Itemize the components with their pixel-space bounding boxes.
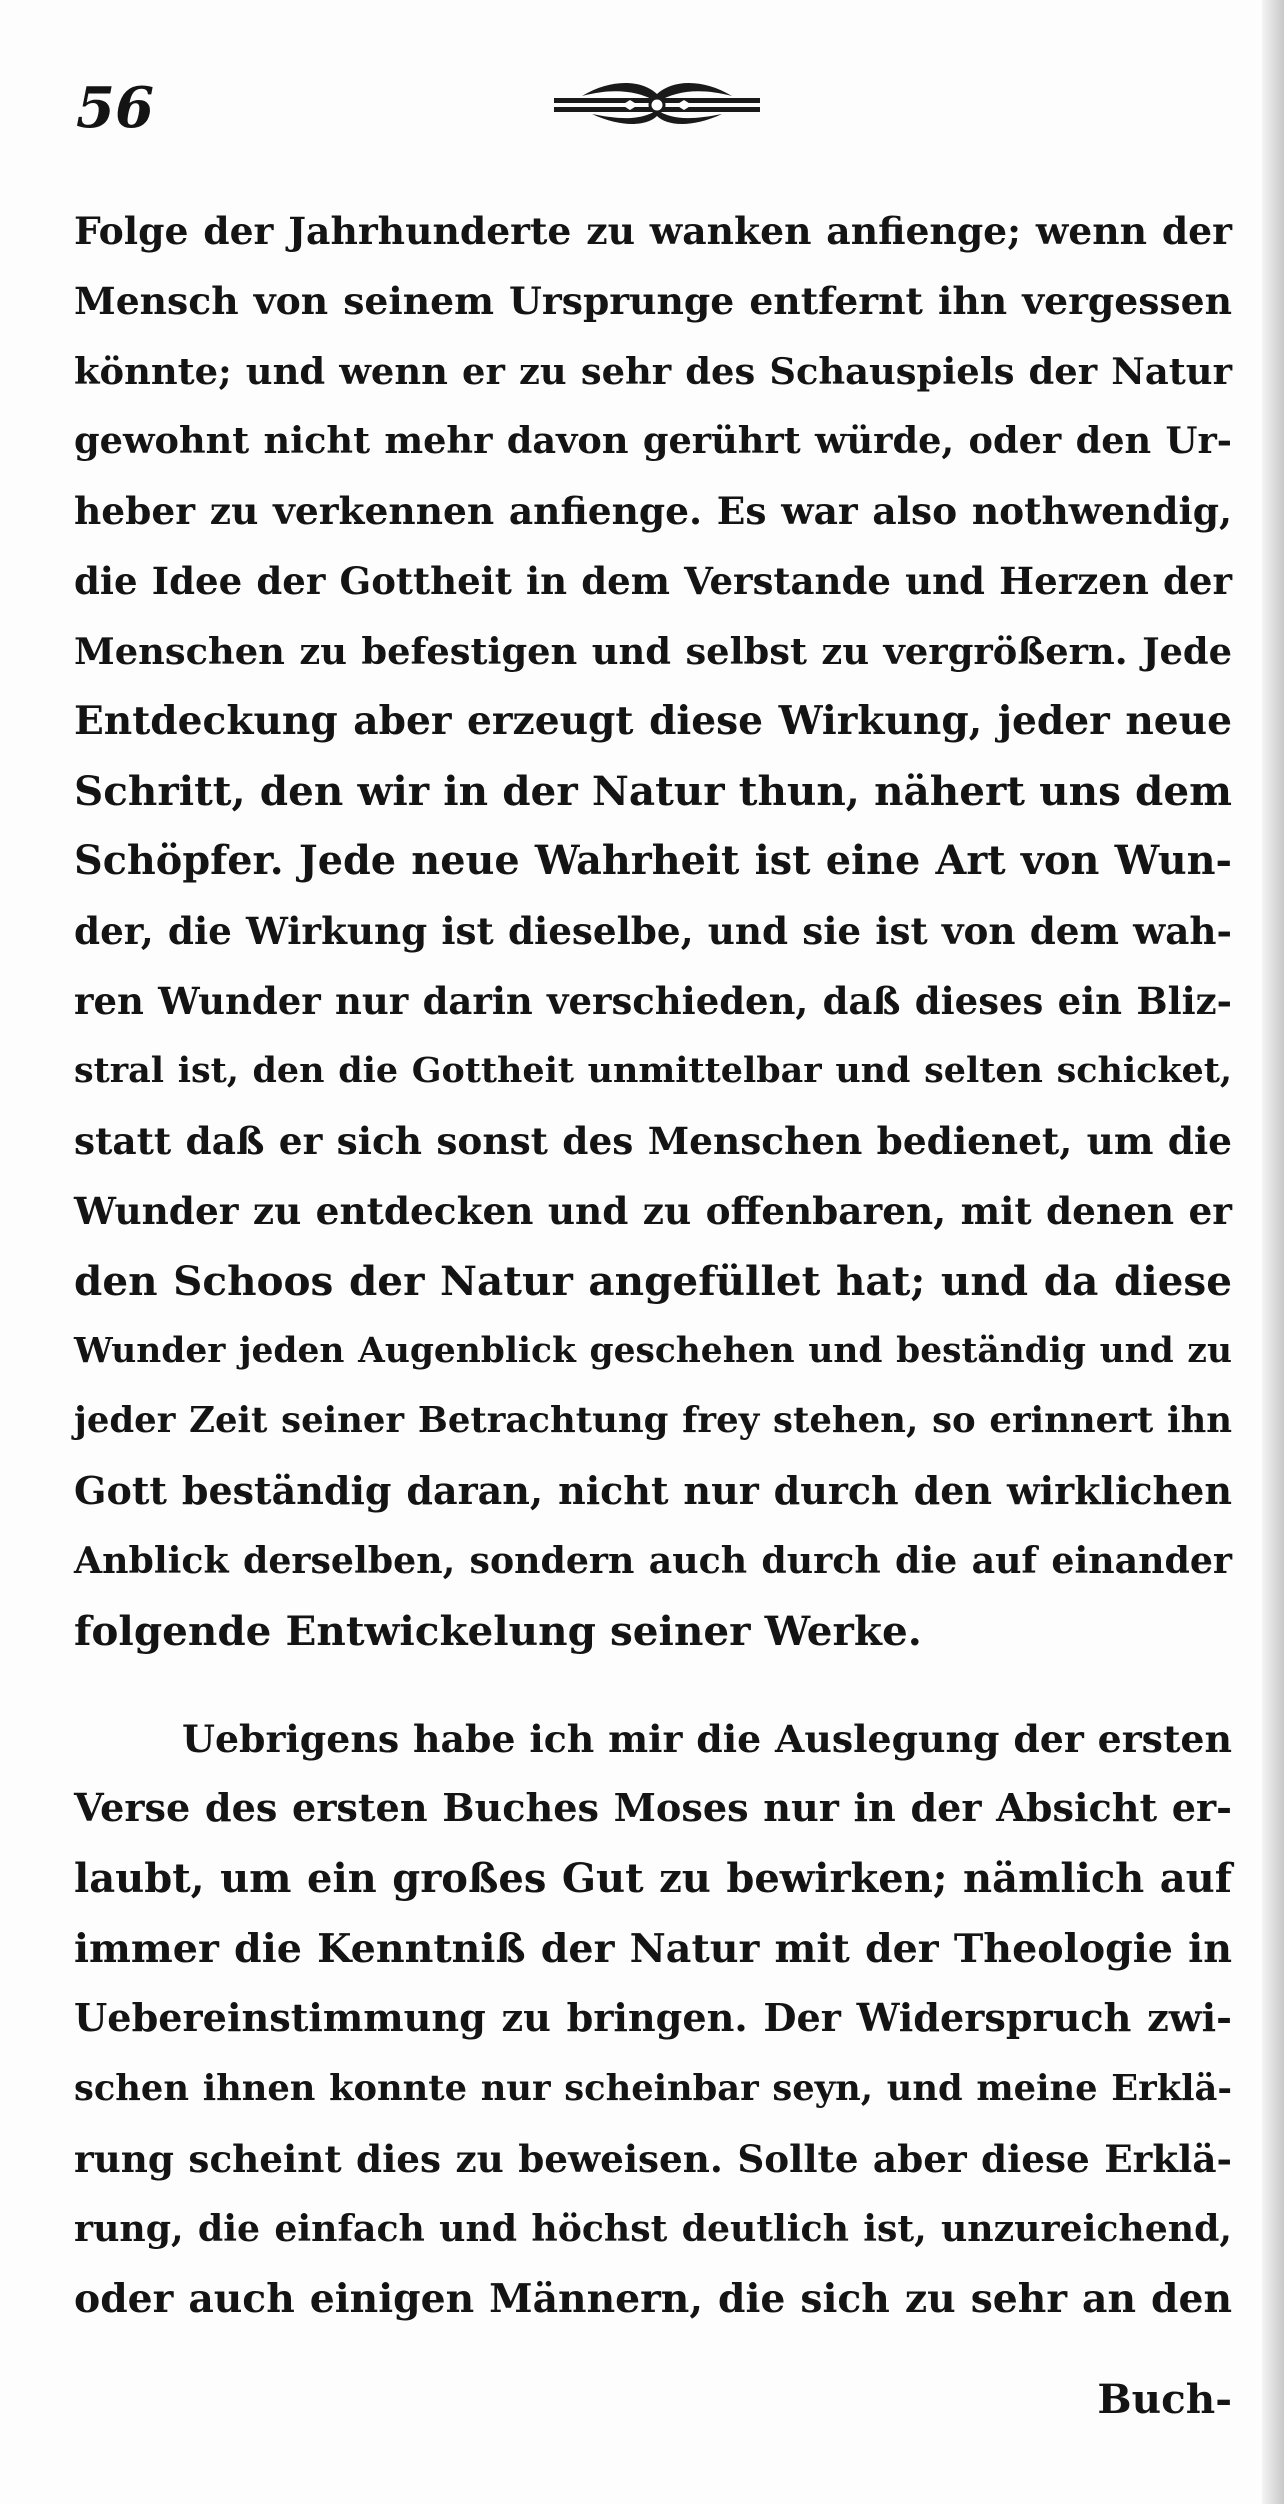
- printer-ornament-icon: [552, 76, 762, 134]
- text-line: stral ist, den die Gottheit unmittelbar und selten schicket,: [74, 1050, 1232, 1091]
- text-line: die Idee der Gottheit in dem Verstande und Herzen der: [74, 559, 1232, 603]
- text-line: laubt, um ein großes Gut zu bewirken; nämlich auf: [74, 1855, 1232, 1902]
- text-line: den Schoos der Natur angefüllet hat; und da diese: [74, 1257, 1232, 1305]
- text-line: Mensch von seinem Ursprunge entfernt ihn vergessen: [74, 279, 1232, 323]
- text-line: oder auch einigen Männern, die sich zu sehr an den: [74, 2276, 1232, 2322]
- text-line: rung, die einfach und höchst deutlich ist, unzureichend,: [74, 2207, 1232, 2250]
- text-line: heber zu verkennen anfienge. Es war also nothwendig,: [74, 489, 1232, 533]
- text-line: Wunder jeden Augenblick geschehen und beständig und zu: [74, 1331, 1232, 1371]
- paragraph-2: [74, 1704, 1232, 2334]
- page-edge-shadow: [1262, 0, 1284, 2504]
- text-line: Schritt, den wir in der Natur thun, nähert uns dem: [74, 767, 1232, 815]
- text-line: Anblick derselben, sondern auch durch die auf einander: [74, 1539, 1232, 1582]
- text-line: der, die Wirkung ist dieselbe, und sie ist von dem wah-: [74, 909, 1232, 953]
- text-line: jeder Zeit seiner Betrachtung frey stehen, so erinnert ihn: [74, 1400, 1232, 1441]
- text-line: gewohnt nicht mehr davon gerührt würde, oder den Ur-: [74, 419, 1232, 462]
- text-line: ren Wunder nur darin verschieden, daß dieses ein Bliz-: [74, 979, 1232, 1023]
- text-line: statt daß er sich sonst des Menschen bedienet, um die: [74, 1119, 1232, 1163]
- paragraph-1: [74, 196, 1232, 1666]
- text-line: Uebrigens habe ich mir die Auslegung der ersten: [182, 1716, 1232, 1761]
- text-line: könnte; und wenn er zu sehr des Schauspiels der Natur: [74, 349, 1232, 393]
- text-line: Schöpfer. Jede neue Wahrheit ist eine Art von Wun-: [74, 838, 1232, 884]
- text-line: schen ihnen konnte nur scheinbar seyn, und meine Erklä-: [74, 2068, 1232, 2109]
- text-line: Verse des ersten Buches Moses nur in der Absicht er-: [74, 1786, 1232, 1831]
- text-line: Uebereinstimmung zu bringen. Der Widerspruch zwi-: [74, 1996, 1232, 2041]
- text-line: Folge der Jahrhunderte zu wanken anfienge; wenn der: [74, 209, 1232, 253]
- text-line: Gott beständig daran, nicht nur durch den wirklichen: [74, 1468, 1232, 1513]
- text-line: folgende Entwickelung seiner Werke.: [74, 1607, 922, 1655]
- text-line: rung scheint dies zu beweisen. Sollte aber diese Erklä-: [74, 2137, 1232, 2181]
- text-line: Wunder zu entdecken und zu offenbaren, mit denen er: [74, 1189, 1232, 1233]
- text-line: immer die Kenntniß der Natur mit der Theologie in: [74, 1926, 1232, 1972]
- page-number: 56: [76, 75, 154, 141]
- catchword: Buch-: [1097, 2375, 1232, 2423]
- text-line: Entdeckung aber erzeugt diese Wirkung, jeder neue: [74, 698, 1232, 744]
- text-line: Menschen zu befestigen und selbst zu vergrößern. Jede: [74, 629, 1232, 673]
